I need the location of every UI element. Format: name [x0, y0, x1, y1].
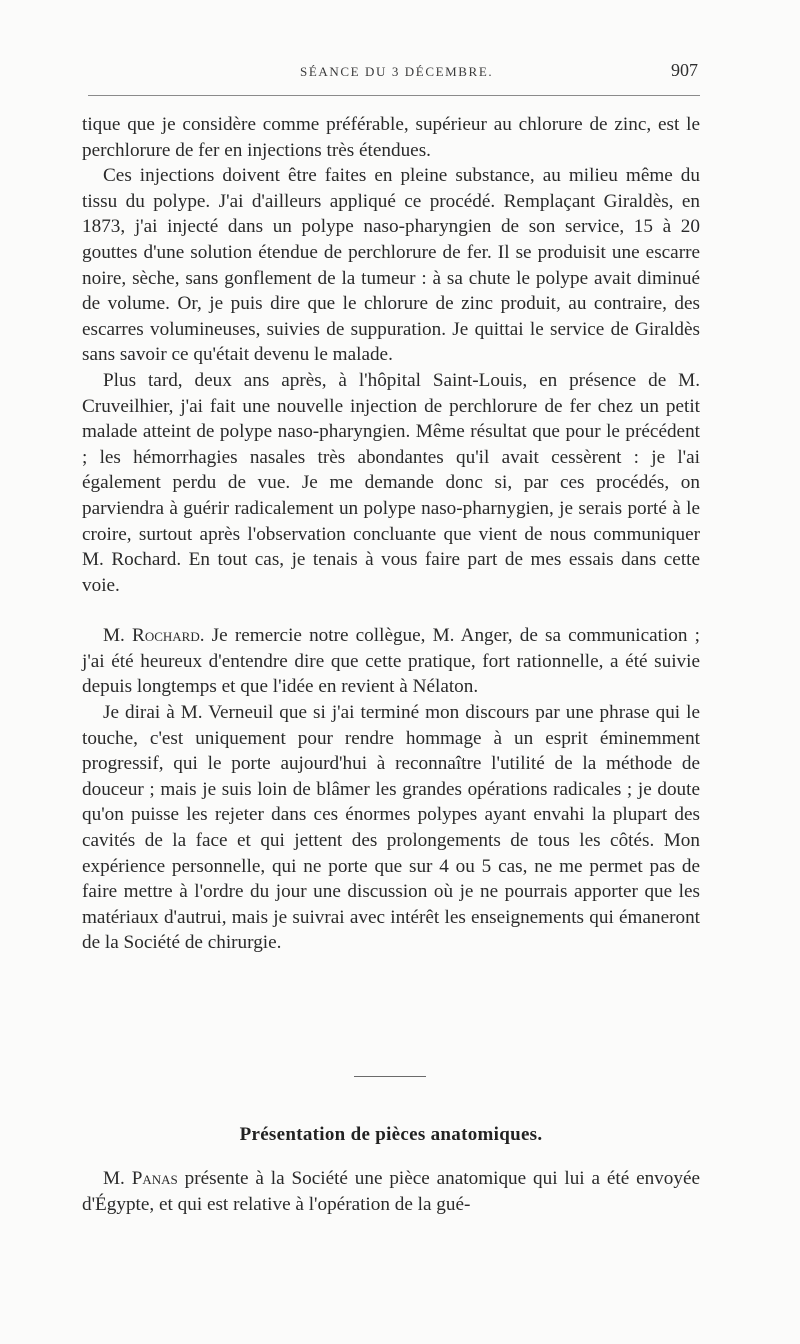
paragraph-plus-tard: Plus tard, deux ans après, à l'hôpital Saint-Louis, en présence de M. Cruveilhier, j'ai fait une nouvelle injection de perchlorure de fer chez un petit malade atteint de polype naso-pharyngien. Même résultat que pour le précédent ; les hémorrhagies nasales très abondantes qu'il avait cessèrent : je l'ai également perdu de vue. Je me demande donc si, par ces procédés, on parviendra à guérir radicalement un polype naso-pharnygien, je serais porté à le croire, surtout après l'observation concluante que vient de nous communiquer M. Rochard. En tout cas, je tenais à vous faire part de mes essais dans cette voie. — [82, 369, 700, 596]
paragraph-panas — [82, 1166, 700, 1217]
panas-name: M. Panas — [103, 1168, 178, 1189]
paragraph-rochard-reply — [82, 623, 700, 700]
paragraph-verneuil: Je dirai à M. Verneuil que si j'ai terminé mon discours par une phrase qui le touche, c'est uniquement pour rendre hommage à un esprit éminemment progressif, qui le porte aujourd'hui à reconnaître l'utilité de la méthode de douceur ; mais je suis loin de blâmer les grandes opérations radicales ; je doute qu'on puisse les rejeter dans ces énormes polypes ayant envahi la plupart des cavités de la face et qui jettent des prolongements de tous les côtés. Mon expérience personnelle, qui ne porte que sur 4 ou 5 cas, ne me permet pas de faire mettre à l'ordre du jour une discussion où je ne pourrais apporter que les matériaux d'autrui, mais je suivrai avec intérêt les enseignements qui émaneront de la Société de chirurgie. — [82, 702, 700, 954]
speaker-name: M. Rochard. — [103, 625, 205, 647]
body-text — [82, 112, 700, 956]
paragraph-injections: Ces injections doivent être faites en pleine substance, au milieu même du tissu du polype. J'ai d'ailleurs appliqué ce procédé. Remplaçant Giraldès, en 1873, j'ai injecté dans un polype naso-pharyngien de son service, 15 à 20 gouttes d'une solution étendue de perchlorure de fer. Il se produisit une escarre noire, sèche, sans gonflement de la tumeur : à sa chute le polype avait diminué de volume. Or, je puis dire que le chlorure de zinc produit, au contraire, des escarres volumineuses, suivies de suppuration. Je quittai le service de Giraldès sans savoir ce qu'était devenu le malade. — [82, 165, 700, 366]
header-rule — [88, 95, 700, 96]
page-number: 907 — [671, 60, 698, 80]
paragraph-continuation: tique que je considère comme préférable, supérieur au chlorure de zinc, est le perchlorure de fer en injections très étendues. — [82, 114, 700, 161]
running-head-title: SÉANCE DU 3 DÉCEMBRE. — [300, 64, 494, 79]
section-title: Présentation de pièces anatomiques. — [239, 1124, 543, 1145]
speaker-text: Je remercie notre collègue, M. Anger, de sa communication ; j'ai été heureux d'entendre dire que cette pratique, fort rationnelle, a été suivie depuis longtemps et que l'idée en revient à Nélaton. — [82, 625, 700, 698]
panas-text: présente à la Société une pièce anatomique qui lui a été envoyée d'Égypte, et qui est relative à l'opération de la gué- — [82, 1168, 700, 1215]
running-head — [82, 60, 700, 84]
section-separator — [354, 1076, 426, 1077]
section-text — [82, 1166, 700, 1217]
